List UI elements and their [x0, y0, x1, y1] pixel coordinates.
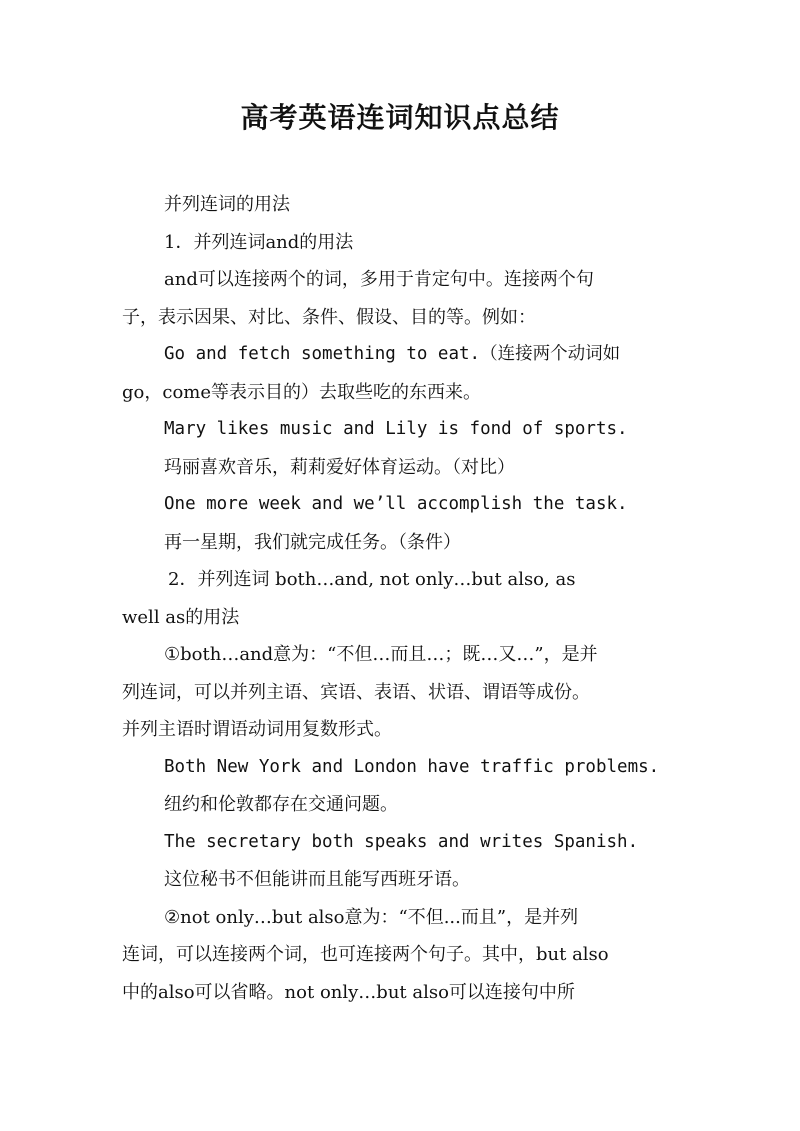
text-line: 列连词，可以并列主语、宾语、表语、状语、谓语等成份。 — [122, 681, 590, 703]
text-line: ②not only…but also意为：“不但...而且”，是并列 — [164, 906, 579, 928]
text-line: 再一星期，我们就完成任务。（条件） — [164, 531, 461, 553]
text-line: One more week and we’ll accomplish the task. — [164, 494, 628, 514]
text-line: Both New York and London have traffic problems. — [164, 756, 660, 777]
text-line: ①both…and意为：“不但…而且…；既…又…”，是并 — [164, 644, 598, 665]
text-line: go，come等表示目的）去取些吃的东西来。 — [122, 381, 481, 403]
text-line: 玛丽喜欢音乐，莉莉爱好体育运动。（对比） — [164, 456, 515, 478]
text-line: The secretary both speaks and writes Spanish. — [164, 831, 639, 852]
text-line: 连词，可以连接两个词，也可连接两个句子。其中，but also — [122, 944, 609, 965]
text-line: 纽约和伦敦都存在交通问题。 — [164, 794, 398, 815]
text-line: well as的用法 — [122, 606, 240, 628]
text-line: 1．并列连词and的用法 — [164, 231, 354, 253]
text-line: 并列连词的用法 — [164, 194, 290, 215]
text-line: Mary likes music and Lily is fond of sports. — [164, 419, 628, 439]
text-line: 并列主语时谓语动词用复数形式。 — [122, 719, 392, 740]
text-line: Go and fetch something to eat.（连接两个动词如 — [164, 344, 621, 364]
text-line: 中的also可以省略。not only…but also可以连接句中所 — [122, 981, 575, 1003]
text-line: and可以连接两个的词，多用于肯定句中。连接两个句 — [164, 269, 594, 290]
text-line: 这位秘书不但能讲而且能写西班牙语。 — [164, 869, 470, 890]
document-body — [122, 186, 682, 1011]
text-line: 子，表示因果、对比、条件、假设、目的等。例如： — [122, 306, 536, 328]
document-title: 高考英语连词知识点总结 — [240, 101, 560, 134]
text-line: 2．并列连词 both…and, not only…but also, as — [168, 569, 576, 590]
